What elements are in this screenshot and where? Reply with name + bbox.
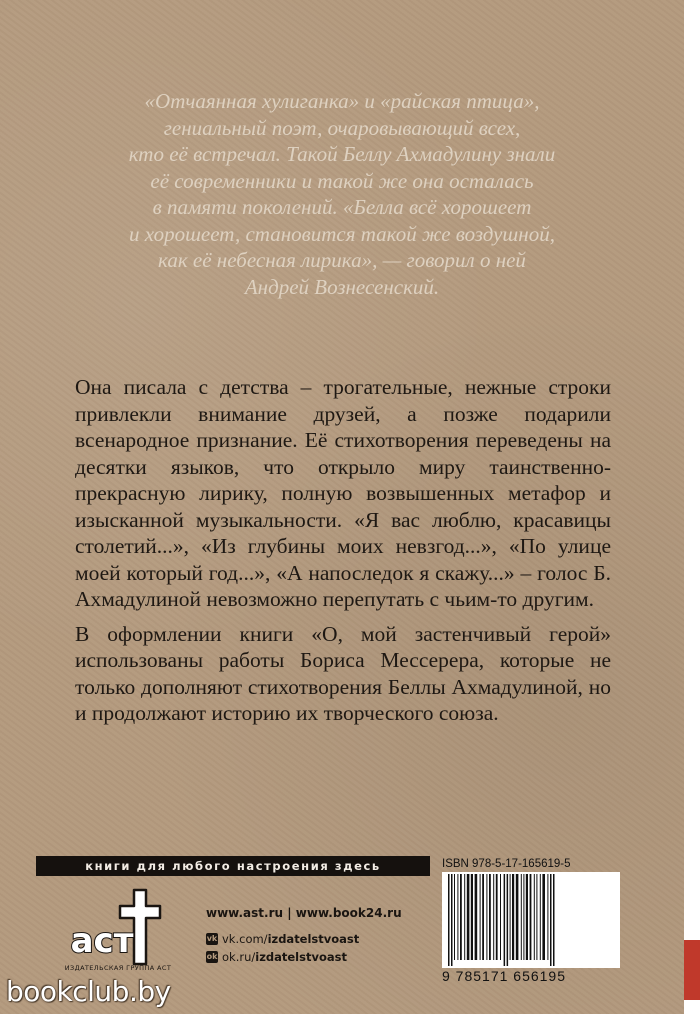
page-edge <box>684 0 700 1014</box>
quote-line: кто её встречал. Такой Беллу Ахмадулину знали <box>128 142 556 166</box>
watermark: bookclub.by <box>6 975 171 1008</box>
quote-line: как её небесная лирика», — говорил о ней <box>158 248 526 272</box>
vk-handle: izdatelstvoast <box>267 932 360 946</box>
barcode-bar <box>523 874 524 960</box>
publisher-label: ИЗДАТЕЛЬСКАЯ ГРУППА АСТ <box>64 964 172 972</box>
barcode-bar <box>510 874 511 960</box>
barcode-bar <box>475 874 478 960</box>
quote-line: гениальный поэт, очаровывающий всех, <box>163 115 521 140</box>
ast-logo <box>64 886 174 976</box>
vk-icon: vk <box>206 934 218 943</box>
barcode-bar <box>540 874 541 960</box>
barcode <box>442 872 620 968</box>
cover-quote <box>70 88 614 300</box>
barcode-digits: 9 785171 656195 <box>442 968 566 984</box>
ok-icon: ok <box>206 952 218 961</box>
quote-line: её современники и такой же она осталась <box>150 168 534 193</box>
logo-text: аст <box>70 921 134 961</box>
barcode-bar <box>467 874 470 960</box>
barcode-bar <box>448 874 450 966</box>
description-paragraph-2: В оформлении книги «О, мой застенчивый герой» использованы работы Бориса Мессерера, которые не только дополняют стихотворения Беллы Ахмадулиной, но и продолжают историю их творческого союза. <box>75 621 611 725</box>
barcode-bar <box>486 874 487 960</box>
barcode-bar <box>496 874 498 960</box>
barcode-bar <box>504 874 506 966</box>
barcode-bar <box>464 874 465 960</box>
barcode-bar <box>493 874 494 960</box>
slogan-banner: книги для любого настроения здесь <box>36 856 430 876</box>
quote-line: в памяти поколений. «Белла всё хорошеет <box>152 195 532 219</box>
quote-attribution: Андрей Вознесенский. <box>244 274 440 299</box>
vk-prefix: vk.com/ <box>222 932 268 946</box>
barcode-bar <box>457 874 458 960</box>
ok-handle: izdatelstvoast <box>255 950 347 964</box>
quote-line: «Отчаянная хулиганка» и «райская птица», <box>144 89 540 113</box>
barcode-bar <box>536 874 537 960</box>
quote-line: и хорошеет, становится такой же воздушной, <box>129 221 555 246</box>
barcode-bar <box>489 874 491 960</box>
barcode-bar <box>482 874 484 960</box>
barcode-bar <box>530 874 532 960</box>
barcode-bar <box>547 874 548 960</box>
publisher-links <box>206 906 402 968</box>
barcode-bar <box>542 874 545 960</box>
vk-link[interactable] <box>206 932 402 946</box>
barcode-bar <box>516 874 519 960</box>
barcode-bar <box>526 874 528 960</box>
barcode-bar <box>471 874 473 960</box>
barcode-bar <box>550 874 552 966</box>
ok-prefix: ok.ru/ <box>222 950 256 964</box>
barcode-bar <box>454 874 455 960</box>
isbn-number: ISBN 978-5-17-165619-5 <box>442 858 571 870</box>
website-links[interactable]: www.ast.ru | www.book24.ru <box>206 906 402 920</box>
barcode-bar <box>512 874 514 960</box>
description-text <box>75 374 611 727</box>
barcode-bar <box>507 874 509 966</box>
page-edge-accent <box>684 940 700 1000</box>
barcode-bar <box>500 874 501 960</box>
barcode-bar <box>534 874 535 960</box>
barcode-bar <box>460 874 462 960</box>
isbn-barcode-block <box>442 856 620 984</box>
barcode-bar <box>451 874 453 966</box>
barcode-bar <box>553 874 555 966</box>
barcode-bar <box>480 874 481 960</box>
ok-link[interactable] <box>206 950 402 964</box>
description-paragraph-1: Она писала с детства – трогательные, нежные строки привлекли внимание друзей, а позже подарили всенародное признание. Её стихотворения переведены на десятки языков, что открыло миру таинственно-прекрасную лирику, полную возвышенных метафор и изысканной музыкальности. «Я вас люблю, красавицы столетий...», «Из глубины моих невзгод...», «По улице моей который год...», «А напоследок я скажу...» – голос Б. Ахмадулиной невозможно перепутать с чьим-то другим. <box>75 375 611 611</box>
barcode-bar <box>521 874 522 960</box>
